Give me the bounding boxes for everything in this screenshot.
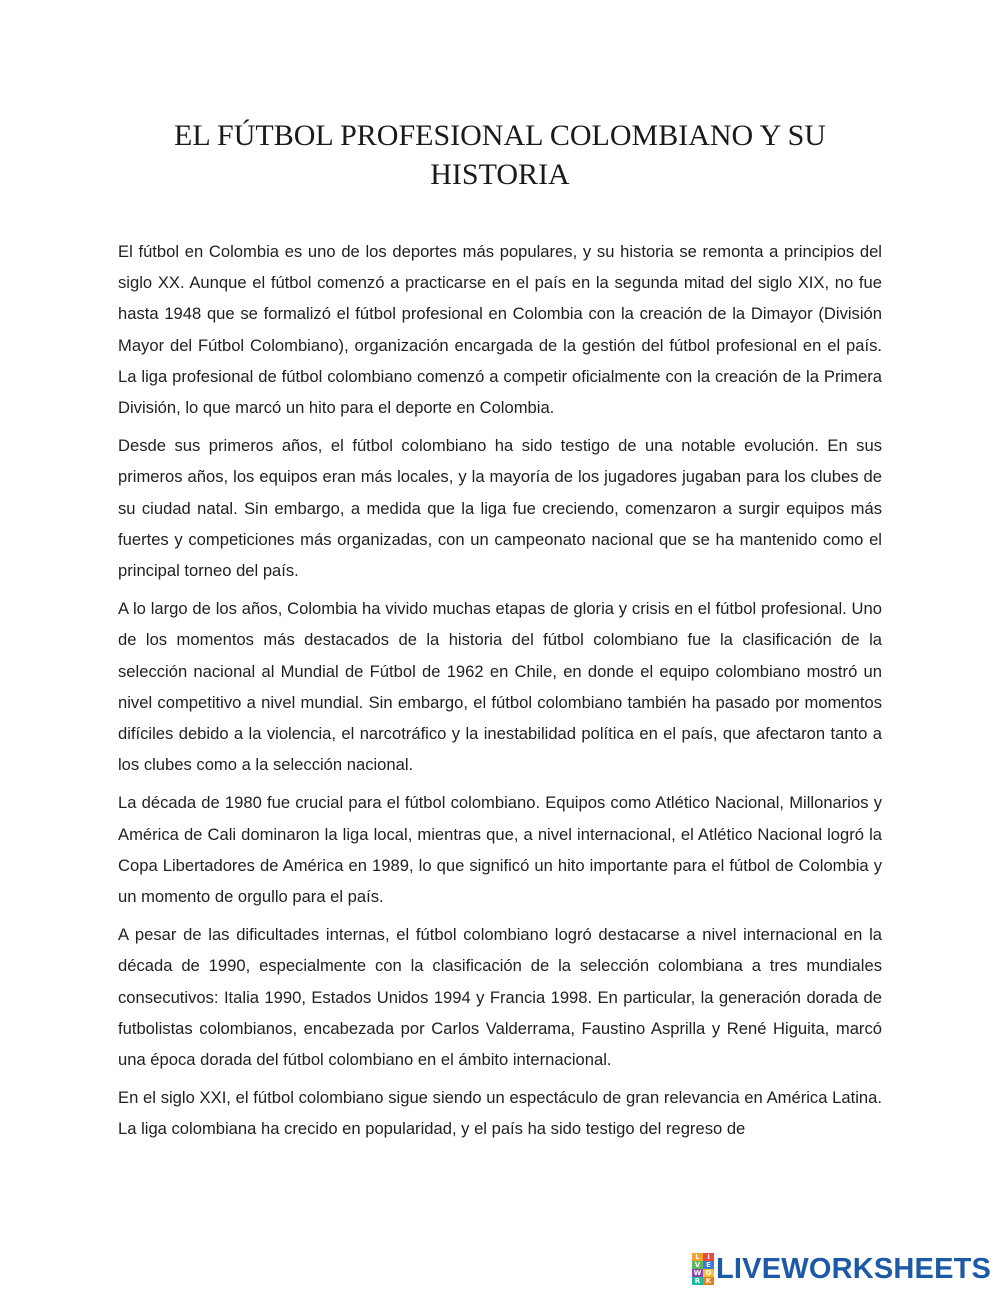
paragraph: A pesar de las dificultades internas, el fútbol colombiano logró destacarse a nivel internacional en la década de 1990, especialmente con la clasificación de la selección colombiana a tres mundiales consecutivos: Italia 1990, Estados Unidos 1994 y Francia 1998. En particular, la generación dorada de futbolistas colombianos, encabezada por Carlos Valderrama, Faustino Asprilla y René Higuita, marcó una época dorada del fútbol colombiano en el ámbito internacional. [118,925,882,1070]
logo-letter: R [692,1277,703,1285]
logo-letter: V [692,1261,703,1269]
logo-letter: W [693,1269,702,1277]
logo-letter: E [703,1261,714,1269]
paragraph: El fútbol en Colombia es uno de los deportes más populares, y su historia se remonta a principios del siglo XX. Aunque el fútbol comenzó a practicarse en el país en la segunda mitad del siglo XIX, no fue hasta 1948 que se formalizó el fútbol profesional en Colombia con la creación de la Dimayor (División Mayor del Fútbol Colombiano), organización encargada de la gestión del fútbol profesional en el país. La liga profesional de fútbol colombiano comenzó a competir oficialmente con la creación de la Primera División, lo que marcó un hito para el deporte en Colombia. [118,242,882,418]
paragraph: En el siglo XXI, el fútbol colombiano sigue siendo un espectáculo de gran relevancia en América Latina. La liga colombiana ha crecido en popularidad, y el país ha sido testigo del regreso de [118,1088,882,1139]
liveworksheets-logo-icon [692,1253,714,1285]
brand-name: LIVEWORKSHEETS [716,1253,992,1285]
paragraph: Desde sus primeros años, el fútbol colombiano ha sido testigo de una notable evolución. En sus primeros años, los equipos eran más locales, y la mayoría de los jugadores jugaban para los clubes de su ciudad natal. Sin embargo, a medida que la liga fue creciendo, comenzaron a surgir equipos más fuertes y competiciones más organizadas, con un campeonato nacional que se ha mantenido como el principal torneo del país. [118,436,882,581]
logo-letter: K [703,1277,714,1285]
liveworksheets-brand[interactable] [692,1252,991,1286]
page-title: EL FÚTBOL PROFESIONAL COLOMBIANO Y SU HISTORIA [174,119,826,191]
paragraph: La década de 1980 fue crucial para el fútbol colombiano. Equipos como Atlético Nacional, Millonarios y América de Cali dominaron la liga local, mientras que, a nivel internacional, el Atlético Nacional logró la Copa Libertadores de América en 1989, lo que significó un hito importante para el fútbol de Colombia y un momento de orgullo para el país. [118,793,882,907]
logo-letter: L [692,1253,703,1261]
article-body [118,236,882,1152]
logo-letter: O [703,1269,714,1277]
logo-letter: I [703,1253,714,1261]
paragraph: A lo largo de los años, Colombia ha vivido muchas etapas de gloria y crisis en el fútbol profesional. Uno de los momentos más destacados de la historia del fútbol colombiano fue la clasificación de la selección nacional al Mundial de Fútbol de 1962 en Chile, en donde el equipo colombiano mostró un nivel competitivo a nivel mundial. Sin embargo, el fútbol colombiano también ha pasado por momentos difíciles debido a la violencia, el narcotráfico y la inestabilidad política en el país, que afectaron tanto a los clubes como a la selección nacional. [118,599,882,775]
